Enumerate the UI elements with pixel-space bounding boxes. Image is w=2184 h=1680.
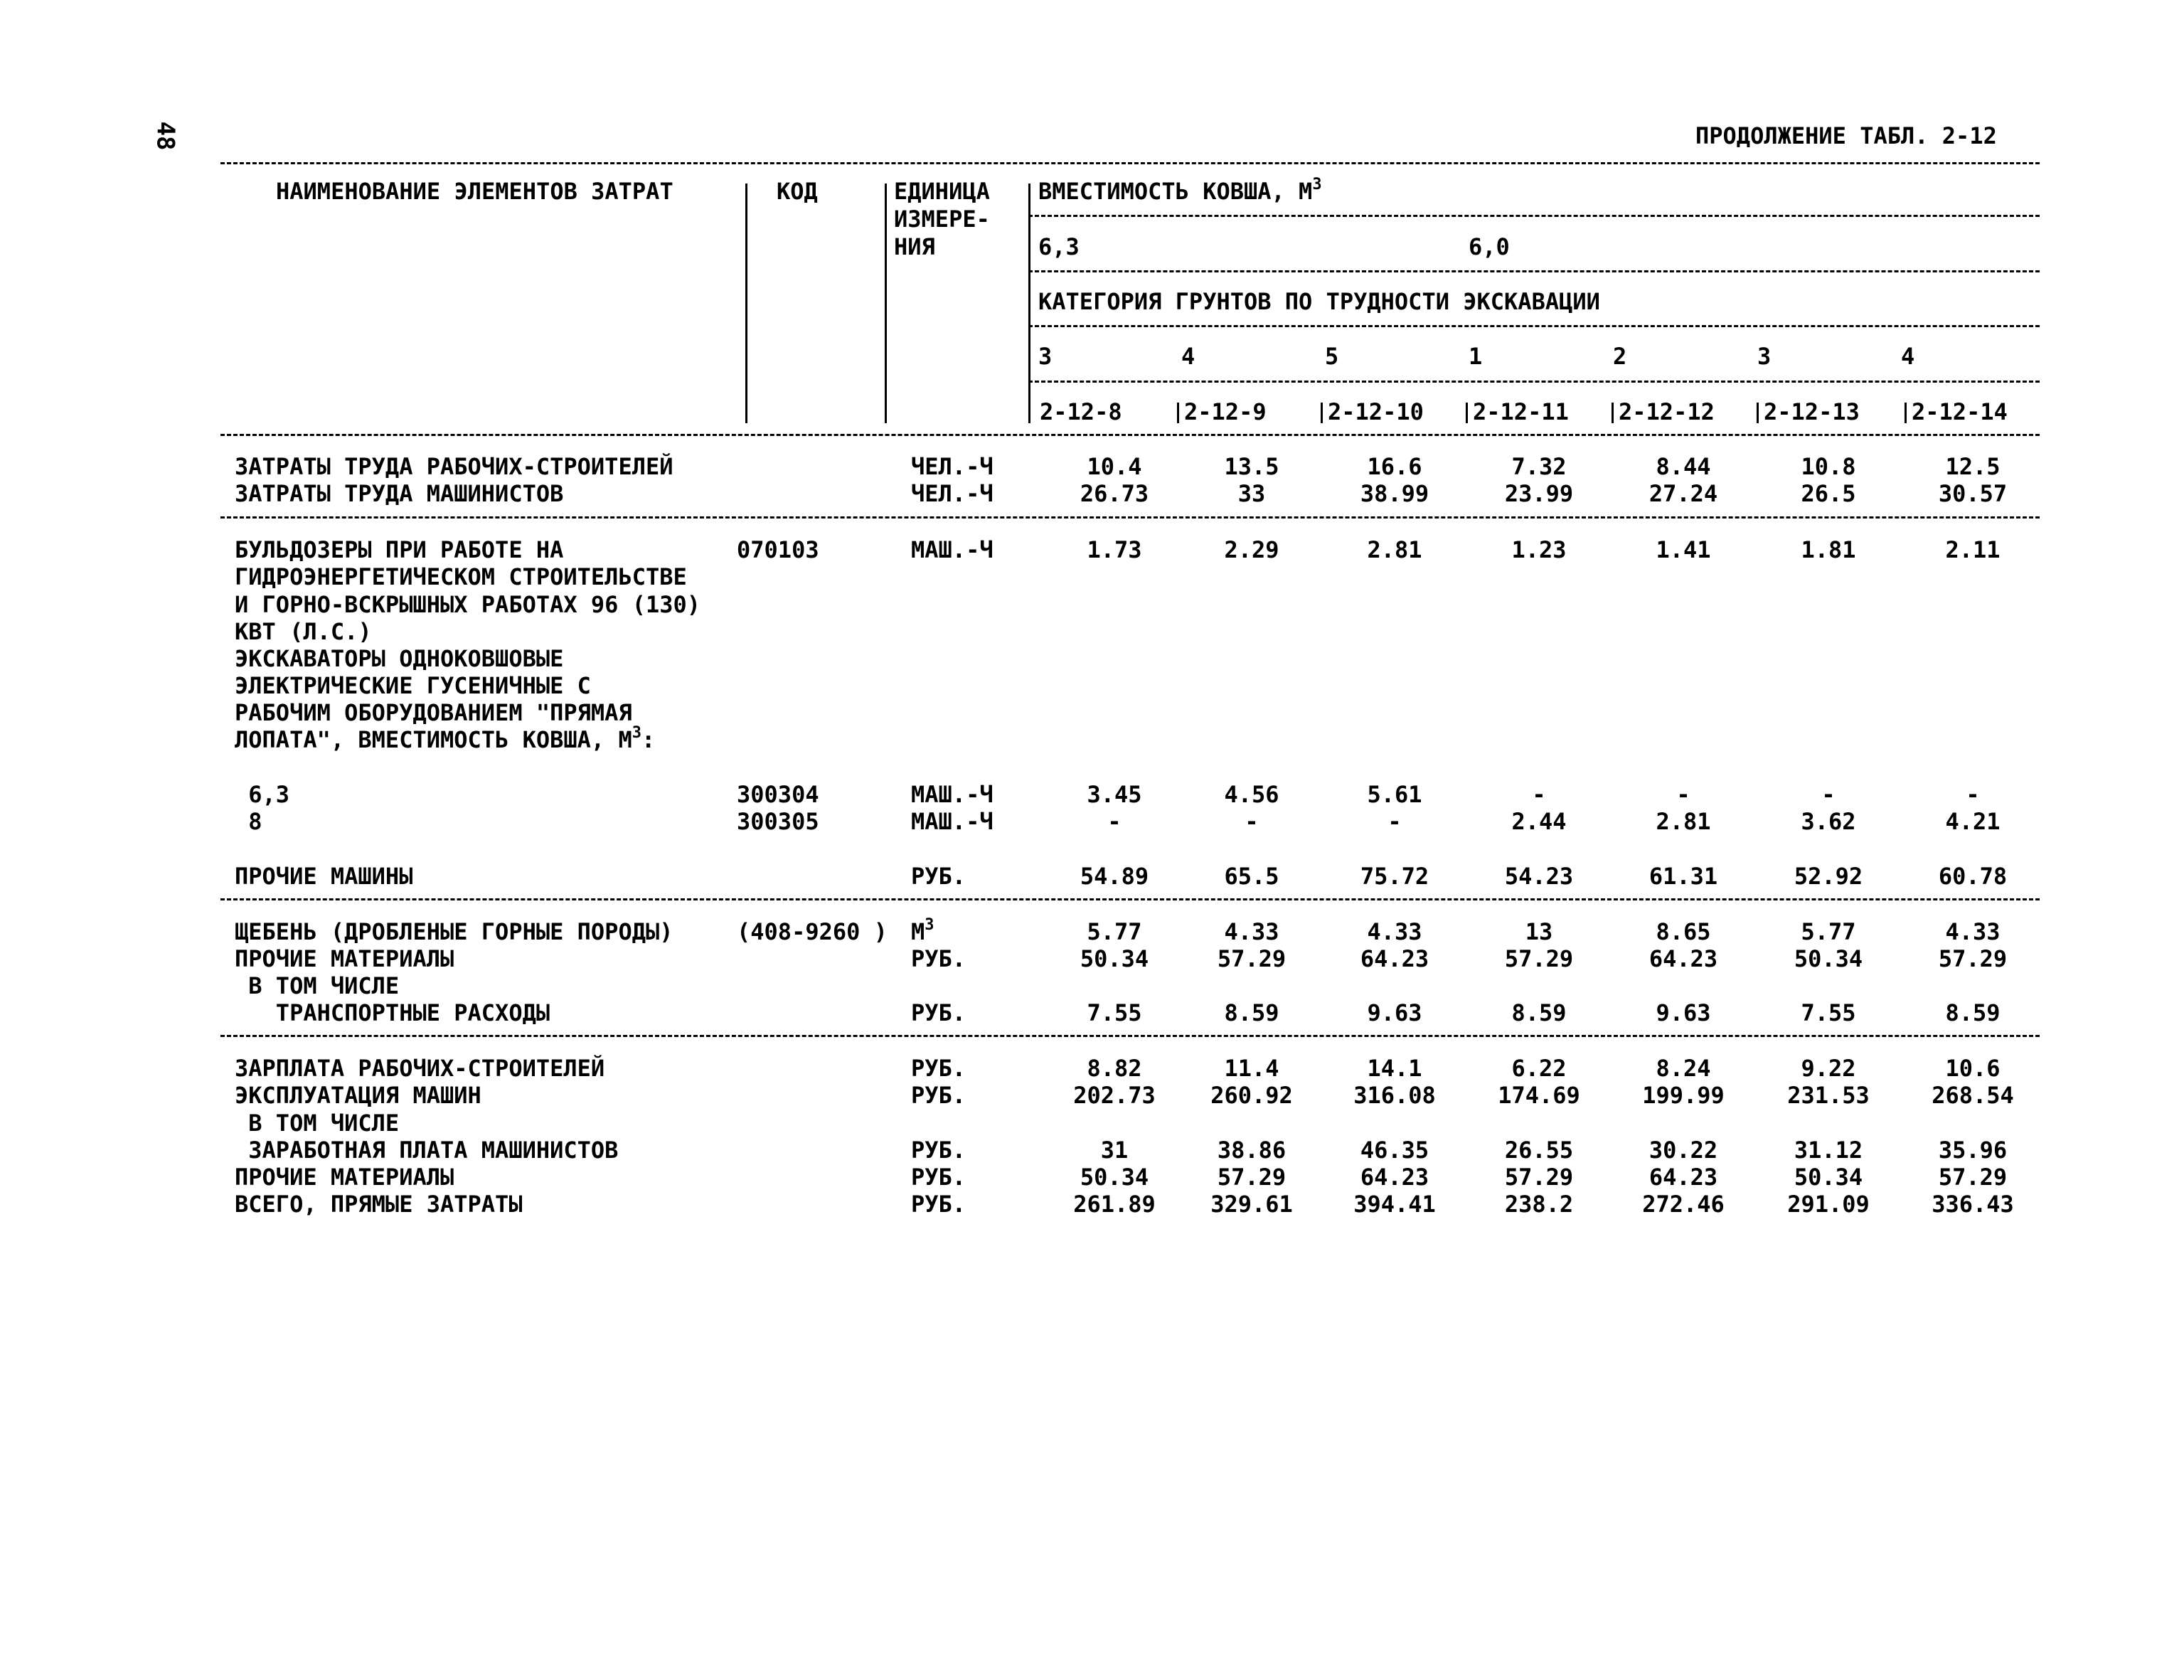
value-cell: 272.46 (1642, 1191, 1725, 1218)
value-cell: 231.53 (1787, 1082, 1870, 1109)
row-code: 070103 (737, 536, 819, 563)
value-cell: 50.34 (1794, 1164, 1863, 1191)
value-cell: 2.29 (1224, 536, 1279, 563)
value-cell: 8.59 (1224, 999, 1279, 1026)
row-name-text: ЭКСКАВАТОРЫ ОДНОКОВШОВЫЕ (235, 645, 564, 672)
row-unit-text: РУБ. (911, 863, 966, 890)
soil-category-value: 3 (1757, 343, 1772, 370)
row-name-text: ЗАТРАТЫ ТРУДА МАШИНИСТОВ (235, 480, 564, 507)
value-cell: 52.92 (1794, 863, 1863, 890)
row-code: (408-9260 ) (737, 918, 888, 945)
soil-category-value: 5 (1325, 343, 1339, 370)
table-rule (220, 898, 2040, 900)
row-unit-text: РУБ. (911, 1137, 966, 1164)
row-unit-superscript: 3 (925, 916, 934, 934)
row-unit (911, 999, 966, 1026)
row-name-text: ЗАРПЛАТА РАБОЧИХ-СТРОИТЕЛЕЙ (235, 1055, 605, 1082)
capacity-label: ВМЕСТИМОСТЬ КОВША, М (1038, 178, 1313, 205)
value-cell: 64.23 (1360, 1164, 1429, 1191)
table-rule (220, 1035, 2040, 1037)
column-header-name: НАИМЕНОВАНИЕ ЭЛЕМЕНТОВ ЗАТРАТ (276, 178, 673, 205)
value-cell: 1.41 (1656, 536, 1711, 563)
row-name-text: ЛОПАТА", ВМЕСТИМОСТЬ КОВША, М (235, 726, 632, 753)
value-cell: 57.29 (1938, 945, 2008, 972)
row-name-text: ЗАРАБОТНАЯ ПЛАТА МАШИНИСТОВ (235, 1137, 619, 1164)
row-unit (911, 453, 994, 480)
value-cell: - (1532, 781, 1546, 808)
column-separator (1177, 403, 1179, 423)
value-cell: - (1245, 808, 1259, 835)
value-cell: 260.92 (1210, 1082, 1293, 1109)
row-name (235, 999, 550, 1026)
row-unit (911, 1137, 966, 1164)
value-cell: - (1966, 781, 1980, 808)
value-cell: 8.82 (1087, 1055, 1142, 1082)
column-separator (745, 184, 747, 423)
row-name-text: РАБОЧИМ ОБОРУДОВАНИЕМ "ПРЯМАЯ (235, 699, 632, 726)
value-cell: 4.33 (1224, 918, 1279, 945)
value-cell: 31 (1100, 1137, 1129, 1164)
value-cell: 30.57 (1938, 480, 2008, 507)
table-rule (1028, 270, 2040, 272)
table-continuation-caption: ПРОДОЛЖЕНИЕ ТАБЛ. 2-12 (1695, 122, 1997, 149)
row-name-text: ПРОЧИЕ МАТЕРИАЛЫ (235, 945, 454, 972)
value-cell: 57.29 (1504, 1164, 1574, 1191)
table-rule (220, 516, 2040, 519)
value-cell: 199.99 (1642, 1082, 1725, 1109)
value-cell: 23.99 (1504, 480, 1574, 507)
value-cell: 336.43 (1932, 1191, 2014, 1218)
value-cell: 7.32 (1511, 453, 1567, 480)
row-name-text: 8 (235, 808, 262, 835)
column-separator (885, 184, 887, 423)
table-rule (1028, 381, 2040, 383)
soil-category-value: 4 (1181, 343, 1195, 370)
row-name-text: БУЛЬДОЗЕРЫ ПРИ РАБОТЕ НА (235, 536, 564, 563)
row-name-text: КВТ (Л.С.) (235, 618, 372, 645)
row-unit-text: ЧЕЛ.-Ч (911, 453, 994, 480)
row-unit-text: ЧЕЛ.-Ч (911, 480, 994, 507)
row-unit-text: М (911, 918, 925, 945)
value-cell: 54.23 (1504, 863, 1574, 890)
row-code: 300304 (737, 781, 819, 808)
value-cell: 5.61 (1367, 781, 1422, 808)
page-number: 48 (151, 121, 180, 151)
row-unit (911, 918, 934, 945)
row-name-text: ЭЛЕКТРИЧЕСКИЕ ГУСЕНИЧНЫЕ С (235, 672, 591, 699)
row-unit-text: РУБ. (911, 945, 966, 972)
row-name (235, 1055, 604, 1082)
row-name-text: ЩЕБЕНЬ (ДРОБЛЕНЫЕ ГОРНЫЕ ПОРОДЫ) (235, 918, 673, 945)
value-cell: 7.55 (1801, 999, 1856, 1026)
value-cell: 5.77 (1087, 918, 1142, 945)
value-cell: 11.4 (1224, 1055, 1279, 1082)
header-bottom-rule (220, 434, 2040, 436)
row-name-text: И ГОРНО-ВСКРЫШНЫХ РАБОТАХ 96 (130) (235, 591, 701, 618)
value-cell: 238.2 (1504, 1191, 1574, 1218)
row-name (235, 808, 262, 835)
value-cell: 57.29 (1504, 945, 1574, 972)
value-cell: 9.22 (1801, 1055, 1856, 1082)
value-cell: 1.81 (1801, 536, 1856, 563)
row-unit (911, 808, 994, 835)
row-name-superscript: 3 (632, 724, 641, 742)
value-cell: 4.33 (1945, 918, 2001, 945)
soil-category-label: КАТЕГОРИЯ ГРУНТОВ ПО ТРУДНОСТИ ЭКСКАВАЦИИ (1038, 288, 1600, 315)
row-name-text: В ТОМ ЧИСЛЕ (235, 1110, 400, 1137)
soil-category-value: 4 (1901, 343, 1915, 370)
row-name-text: ЗАТРАТЫ ТРУДА РАБОЧИХ-СТРОИТЕЛЕЙ (235, 453, 673, 480)
table-rule (1028, 215, 2040, 217)
value-cell: 65.5 (1224, 863, 1279, 890)
row-name (235, 972, 399, 999)
value-cell: 2.44 (1511, 808, 1567, 835)
column-separator (1321, 403, 1323, 423)
value-cell: 13 (1525, 918, 1553, 945)
norm-code: 2-12-13 (1764, 398, 1860, 425)
capacity-value: 6,0 (1469, 233, 1510, 260)
soil-category-value: 2 (1613, 343, 1627, 370)
row-name (235, 453, 673, 480)
value-cell: 5.77 (1801, 918, 1856, 945)
value-cell: 64.23 (1648, 1164, 1718, 1191)
value-cell: 10.8 (1801, 453, 1856, 480)
column-header-unit-line: ЕДИНИЦА (894, 178, 990, 205)
row-name (235, 945, 454, 972)
value-cell: 46.35 (1360, 1137, 1429, 1164)
value-cell: 10.6 (1945, 1055, 2001, 1082)
norm-code: 2-12-14 (1912, 398, 2008, 425)
row-name (235, 618, 372, 645)
value-cell: 8.44 (1656, 453, 1711, 480)
row-unit (911, 1191, 966, 1218)
column-header-code: КОД (777, 178, 818, 205)
value-cell: 6.22 (1511, 1055, 1567, 1082)
value-cell: 75.72 (1360, 863, 1429, 890)
value-cell: 50.34 (1080, 1164, 1149, 1191)
value-cell: 60.78 (1938, 863, 2008, 890)
row-unit-text: РУБ. (911, 1082, 966, 1109)
row-unit (911, 480, 994, 507)
capacity-label-superscript: 3 (1312, 176, 1322, 193)
row-name (235, 563, 687, 590)
value-cell: 2.11 (1945, 536, 2001, 563)
value-cell: 12.5 (1945, 453, 2001, 480)
row-name (235, 699, 632, 726)
row-name (235, 1164, 454, 1191)
value-cell: 4.56 (1224, 781, 1279, 808)
row-unit (911, 1082, 966, 1109)
row-unit (911, 1055, 966, 1082)
norm-code: 2-12-11 (1473, 398, 1569, 425)
row-unit (911, 945, 966, 972)
column-header-unit-line: ИЗМЕРЕ- (894, 206, 990, 233)
value-cell: 174.69 (1498, 1082, 1580, 1109)
row-name (235, 1082, 481, 1109)
value-cell: 38.99 (1360, 480, 1429, 507)
row-unit (911, 1164, 966, 1191)
row-name-text: ПРОЧИЕ МАТЕРИАЛЫ (235, 1164, 454, 1191)
value-cell: - (1821, 781, 1836, 808)
column-header-unit-line: НИЯ (894, 233, 935, 260)
value-cell: 3.45 (1087, 781, 1142, 808)
value-cell: 2.81 (1656, 808, 1711, 835)
row-name-text: ГИДРОЭНЕРГЕТИЧЕСКОМ СТРОИТЕЛЬСТВЕ (235, 563, 687, 590)
value-cell: 9.63 (1656, 999, 1711, 1026)
value-cell: 64.23 (1648, 945, 1718, 972)
value-cell: 35.96 (1938, 1137, 2008, 1164)
value-cell: 2.81 (1367, 536, 1422, 563)
table-top-rule (220, 162, 2040, 164)
column-header-capacity (1038, 178, 1322, 205)
value-cell: 50.34 (1080, 945, 1149, 972)
norm-code: 2-12-9 (1184, 398, 1267, 425)
value-cell: - (1387, 808, 1402, 835)
value-cell: 64.23 (1360, 945, 1429, 972)
row-name (235, 1191, 523, 1218)
value-cell: 291.09 (1787, 1191, 1870, 1218)
row-name (235, 591, 701, 618)
value-cell: 261.89 (1073, 1191, 1156, 1218)
norm-code: 2-12-12 (1619, 398, 1715, 425)
row-name-text: ТРАНСПОРТНЫЕ РАСХОДЫ (235, 999, 550, 1026)
column-separator (1028, 184, 1030, 423)
value-cell: 8.24 (1656, 1055, 1711, 1082)
value-cell: 30.22 (1648, 1137, 1718, 1164)
row-name (235, 918, 673, 945)
row-unit-text: РУБ. (911, 1164, 966, 1191)
column-separator (1466, 403, 1468, 423)
row-unit-text: МАШ.-Ч (911, 808, 994, 835)
row-unit (911, 863, 966, 890)
value-cell: 268.54 (1932, 1082, 2014, 1109)
value-cell: 4.21 (1945, 808, 2001, 835)
row-name-suffix: : (641, 726, 656, 753)
row-name (235, 863, 412, 890)
value-cell: 26.5 (1801, 480, 1856, 507)
row-unit (911, 781, 994, 808)
value-cell: 8.59 (1945, 999, 2001, 1026)
value-cell: 1.23 (1511, 536, 1567, 563)
value-cell: 14.1 (1367, 1055, 1422, 1082)
value-cell: 57.29 (1217, 945, 1287, 972)
value-cell: 38.86 (1217, 1137, 1287, 1164)
row-name-text: ПРОЧИЕ МАШИНЫ (235, 863, 413, 890)
value-cell: 202.73 (1073, 1082, 1156, 1109)
value-cell: 61.31 (1648, 863, 1718, 890)
value-cell: - (1107, 808, 1122, 835)
row-name-text: ВСЕГО, ПРЯМЫЕ ЗАТРАТЫ (235, 1191, 523, 1218)
value-cell: 329.61 (1210, 1191, 1293, 1218)
row-name (235, 1137, 618, 1164)
value-cell: 13.5 (1224, 453, 1279, 480)
value-cell: 3.62 (1801, 808, 1856, 835)
value-cell: 57.29 (1938, 1164, 2008, 1191)
row-name (235, 645, 563, 672)
norm-code: 2-12-10 (1328, 398, 1424, 425)
capacity-value: 6,3 (1038, 233, 1080, 260)
value-cell: 316.08 (1353, 1082, 1436, 1109)
row-name-text: В ТОМ ЧИСЛЕ (235, 972, 400, 999)
soil-category-value: 3 (1038, 343, 1053, 370)
value-cell: 9.63 (1367, 999, 1422, 1026)
value-cell: 4.33 (1367, 918, 1422, 945)
column-separator (1905, 403, 1907, 423)
value-cell: 57.29 (1217, 1164, 1287, 1191)
value-cell: 7.55 (1087, 999, 1142, 1026)
value-cell: 27.24 (1648, 480, 1718, 507)
value-cell: 394.41 (1353, 1191, 1436, 1218)
value-cell: 16.6 (1367, 453, 1422, 480)
column-separator (1612, 403, 1614, 423)
soil-category-value: 1 (1469, 343, 1483, 370)
row-unit-text: РУБ. (911, 999, 966, 1026)
value-cell: 10.4 (1087, 453, 1142, 480)
table-rule (1028, 325, 2040, 327)
column-separator (1757, 403, 1759, 423)
value-cell: 26.55 (1504, 1137, 1574, 1164)
value-cell: 33 (1237, 480, 1266, 507)
value-cell: 54.89 (1080, 863, 1149, 890)
value-cell: 8.65 (1656, 918, 1711, 945)
norm-code: 2-12-8 (1040, 398, 1122, 425)
row-code: 300305 (737, 808, 819, 835)
value-cell: 1.73 (1087, 536, 1142, 563)
value-cell: - (1676, 781, 1690, 808)
value-cell: 8.59 (1511, 999, 1567, 1026)
row-unit (911, 536, 994, 563)
row-name (235, 781, 289, 808)
row-name-text: ЭКСПЛУАТАЦИЯ МАШИН (235, 1082, 481, 1109)
row-name-text: 6,3 (235, 781, 290, 808)
row-unit-text: РУБ. (911, 1055, 966, 1082)
row-name (235, 1110, 399, 1137)
row-name (235, 536, 563, 563)
value-cell: 26.73 (1080, 480, 1149, 507)
row-name (235, 672, 591, 699)
row-unit-text: РУБ. (911, 1191, 966, 1218)
row-unit-text: МАШ.-Ч (911, 781, 994, 808)
row-name (235, 480, 563, 507)
row-name (235, 726, 655, 753)
row-unit-text: МАШ.-Ч (911, 536, 994, 563)
value-cell: 31.12 (1794, 1137, 1863, 1164)
value-cell: 50.34 (1794, 945, 1863, 972)
